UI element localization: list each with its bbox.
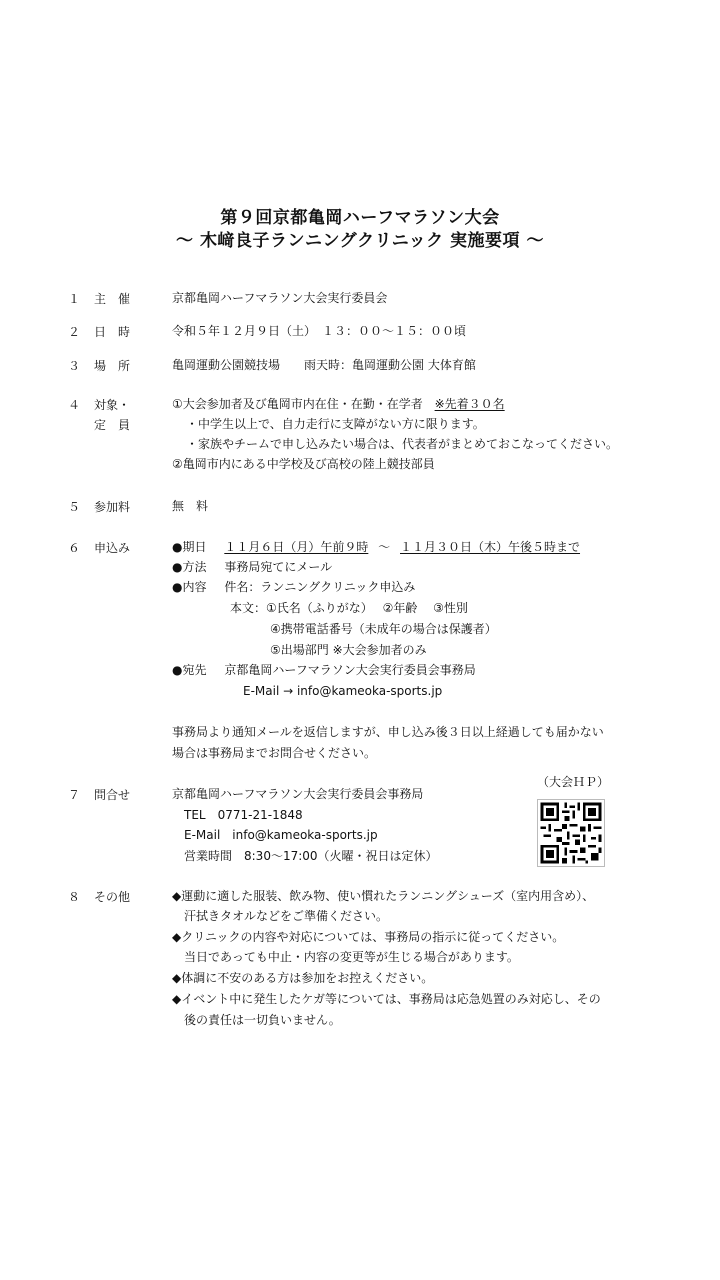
venue-value: 亀岡運動公園競技場 雨天時：亀岡運動公園 大体育館	[172, 358, 476, 372]
item-label-contact: 問合せ	[94, 788, 131, 802]
period-separator: ～	[378, 540, 391, 554]
document-title: 第９回京都亀岡ハーフマラソン大会	[220, 208, 500, 228]
item-label-venue: 場 所	[94, 359, 131, 373]
target-line-3: ・家族やチームで申し込みたい場合は、代表者がまとめておこなってください。	[186, 437, 619, 451]
item-number: ８	[68, 890, 81, 904]
method-value: 事務局宛てにメール	[224, 560, 333, 574]
other-line-5: ◆体調に不安のある方は参加をお控えください。	[172, 971, 434, 985]
item-label-datetime: 日 時	[94, 325, 131, 339]
content-label: ●内容	[172, 580, 207, 594]
content-subject: 件名：ランニングクリニック申込み	[224, 580, 416, 594]
fee-value: 無 料	[172, 499, 209, 513]
target-line-4: ②亀岡市内にある中学校及び高校の陸上競技部員	[172, 457, 435, 471]
destination-email: E-Mail → info@kameoka-sports.jp	[243, 684, 443, 698]
item-label-target: 対象・	[94, 398, 131, 412]
application-period	[172, 539, 580, 555]
content-body-2: ④携帯電話番号（未成年の場合は保護者）	[270, 622, 497, 636]
item-number: １	[68, 292, 81, 306]
application-note-1: 事務局より通知メールを返信しますが、申し込み後３日以上経過しても届かない	[172, 725, 604, 739]
item-number: ２	[68, 325, 81, 339]
other-line-1: ◆運動に適した服装、飲み物、使い慣れたランニングシューズ（室内用含め）、	[172, 889, 595, 903]
other-line-7: 後の責任は一切負いません。	[184, 1013, 341, 1027]
organizer-value: 京都亀岡ハーフマラソン大会実行委員会	[172, 291, 388, 305]
period-label: ●期日	[172, 540, 207, 554]
item-number: ５	[68, 500, 81, 514]
item-label-application: 申込み	[94, 541, 131, 555]
hp-label: （大会ＨＰ）	[537, 775, 610, 789]
other-line-4: 当日であっても中止・内容の変更等が生じる場合があります。	[184, 950, 519, 964]
item-label-other: その他	[94, 890, 131, 904]
other-line-2: 汗拭きタオルなどをご準備ください。	[184, 909, 389, 923]
application-method	[172, 559, 332, 575]
qr-code-icon[interactable]	[537, 799, 605, 867]
period-start: １１月６日（月）午前９時	[224, 540, 369, 554]
item-label-organizer: 主 催	[94, 292, 131, 306]
datetime-value: 令和５年１２月９日（土） １３：００～１５：００頃	[172, 324, 467, 338]
target-capacity-note: ※先着３０名	[434, 397, 505, 411]
other-line-6: ◆イベント中に発生したケガ等については、事務局は応急処置のみ対応し、その	[172, 992, 601, 1006]
item-label-capacity: 定 員	[94, 418, 131, 432]
content-body-1: 本文：①氏名（ふりがな） ②年齢 ③性別	[230, 601, 468, 615]
contact-hours: 営業時間 8:30～17:00（火曜・祝日は定休）	[184, 849, 438, 863]
document-subtitle: ～ 木﨑良子ランニングクリニック 実施要項 ～	[176, 231, 544, 251]
application-note-2: 場合は事務局までお問合せください。	[172, 746, 377, 760]
item-number: ４	[68, 398, 81, 412]
content-body-3: ⑤出場部門 ※大会参加者のみ	[270, 643, 427, 657]
method-label: ●方法	[172, 560, 207, 574]
target-eligibility: ①大会参加者及び亀岡市内在住・在勤・在学者	[172, 397, 423, 411]
application-content	[172, 579, 415, 595]
item-number: ３	[68, 359, 81, 373]
application-destination	[172, 662, 476, 678]
contact-email: E-Mail info@kameoka-sports.jp	[184, 828, 378, 842]
target-line-2: ・中学生以上で、自力走行に支障がない方に限ります。	[186, 417, 485, 431]
target-line-1	[172, 396, 505, 412]
item-number: ６	[68, 541, 81, 555]
other-line-3: ◆クリニックの内容や対応については、事務局の指示に従ってください。	[172, 930, 565, 944]
contact-tel: TEL 0771-21-1848	[184, 808, 303, 822]
item-number: ７	[68, 788, 81, 802]
destination-value: 京都亀岡ハーフマラソン大会実行委員会事務局	[224, 663, 476, 677]
item-label-fee: 参加料	[94, 500, 131, 514]
period-end: １１月３０日（木）午後５時まで	[400, 540, 581, 554]
contact-office: 京都亀岡ハーフマラソン大会実行委員会事務局	[172, 787, 424, 801]
destination-label: ●宛先	[172, 663, 207, 677]
